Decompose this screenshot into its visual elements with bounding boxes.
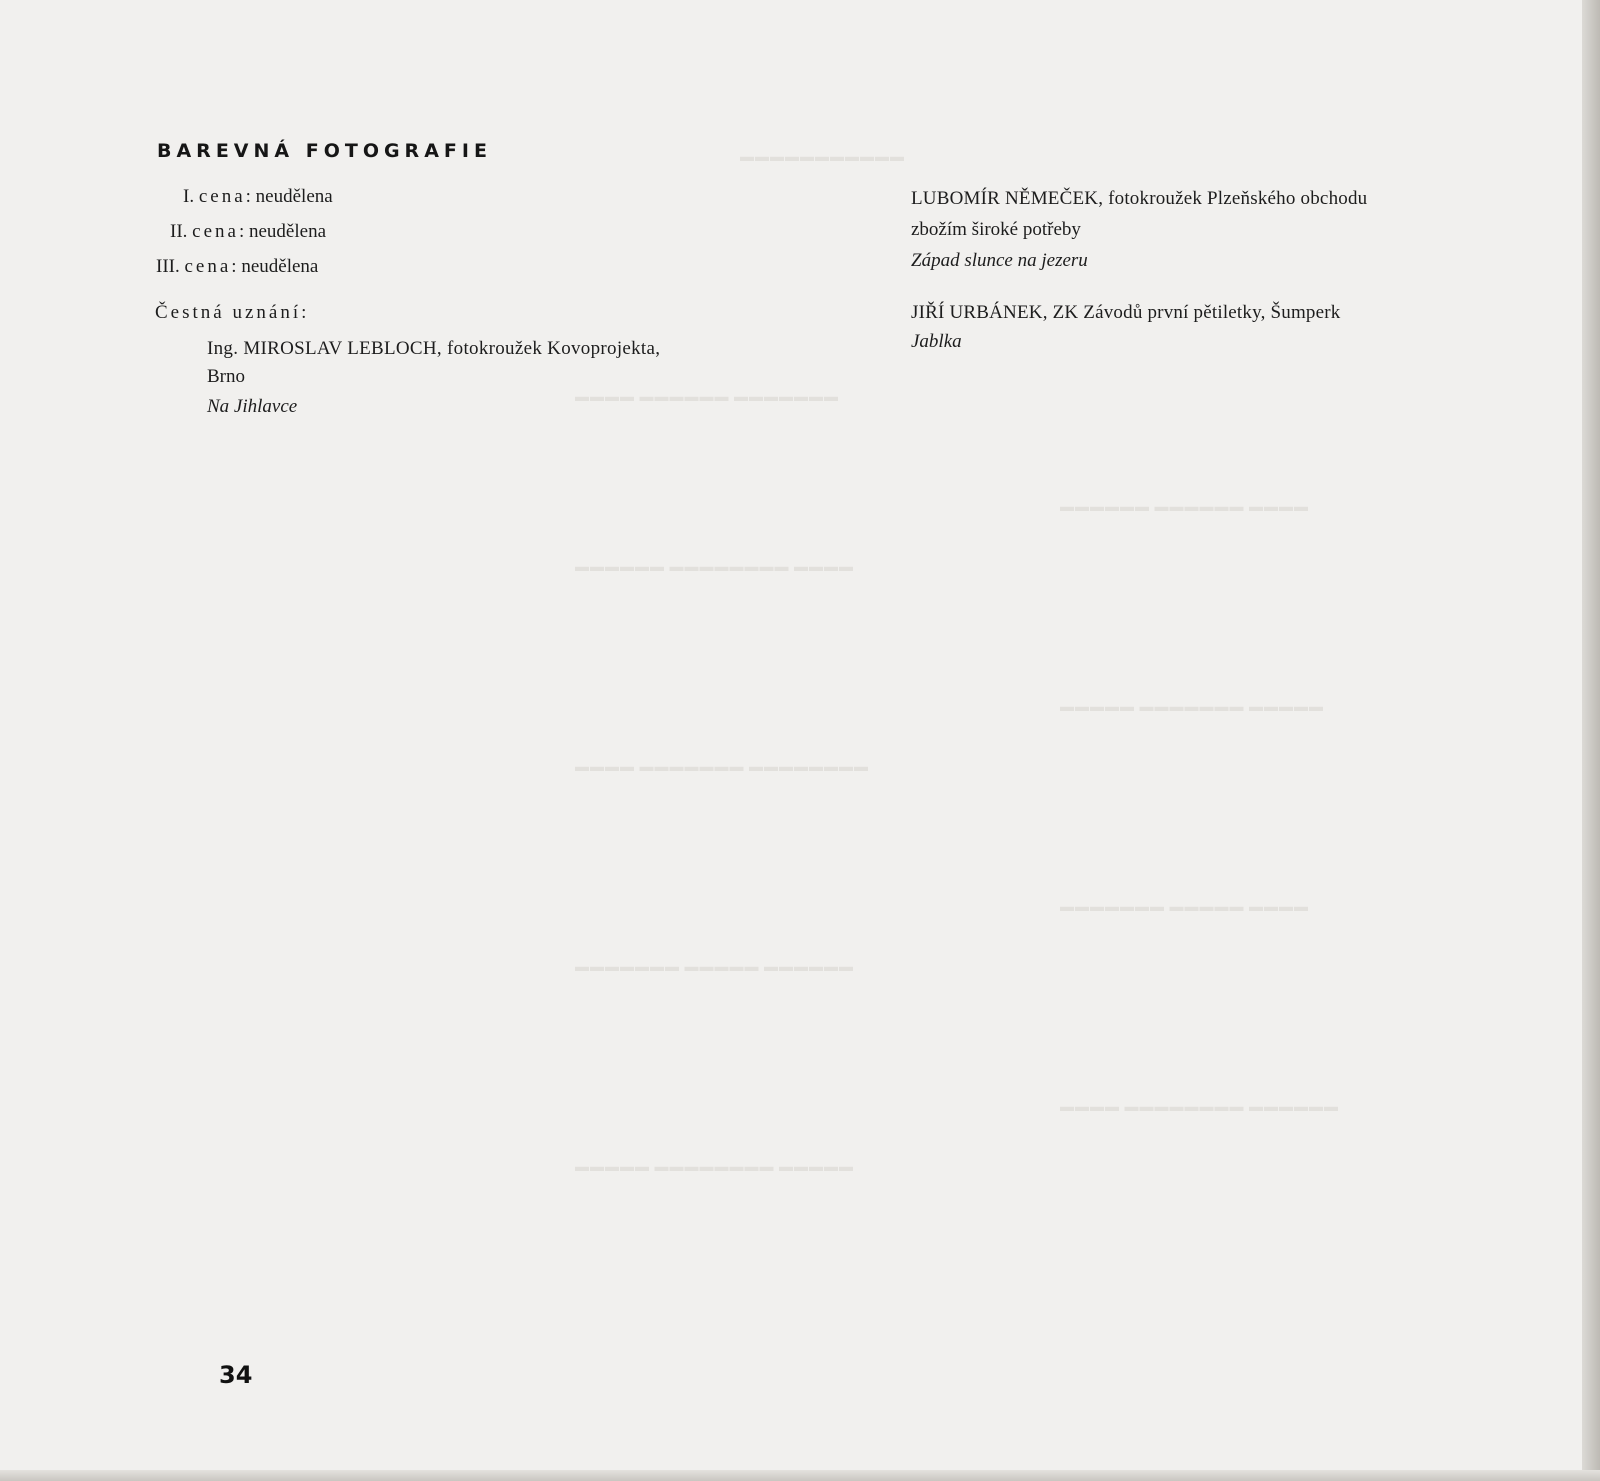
prize-value: : neudělena (238, 221, 327, 242)
entry-author: JIŘÍ URBÁNEK, ZK Závodů první pětiletky, Šumperk (911, 302, 1341, 323)
prize-label: cena (184, 256, 232, 277)
prize-label: cena (192, 221, 239, 242)
entry-title: Jablka (911, 331, 962, 352)
honorable-mentions-label: Čestná uznání: (155, 302, 310, 323)
entry-author-city: Brno (207, 366, 245, 387)
prize-value: : neudělena (245, 186, 333, 207)
prize-rank: I. (183, 186, 195, 207)
page-number: 34 (219, 1361, 253, 1389)
prize-row-2 (170, 221, 326, 243)
entry-author-org: zbožím široké potřeby (911, 219, 1081, 240)
entry-author: LUBOMÍR NĚMEČEK, fotokroužek Plzeňského obchodu (911, 188, 1368, 209)
prize-label: cena (198, 186, 246, 207)
page-bottom-shadow (0, 1470, 1600, 1481)
entry-author: Ing. MIROSLAV LEBLOCH, fotokroužek Kovoprojekta, (207, 338, 661, 359)
prize-row-1 (183, 186, 333, 208)
prize-rank: III. (156, 256, 180, 277)
prize-rank: II. (170, 221, 188, 242)
page-edge-shadow (1582, 0, 1600, 1481)
entry-title: Západ slunce na jezeru (911, 250, 1088, 271)
entry-title: Na Jihlavce (207, 396, 298, 417)
prize-value: : neudělena (231, 256, 319, 277)
section-heading: BAREVNÁ FOTOGRAFIE (157, 140, 492, 162)
prize-row-3 (156, 256, 318, 278)
